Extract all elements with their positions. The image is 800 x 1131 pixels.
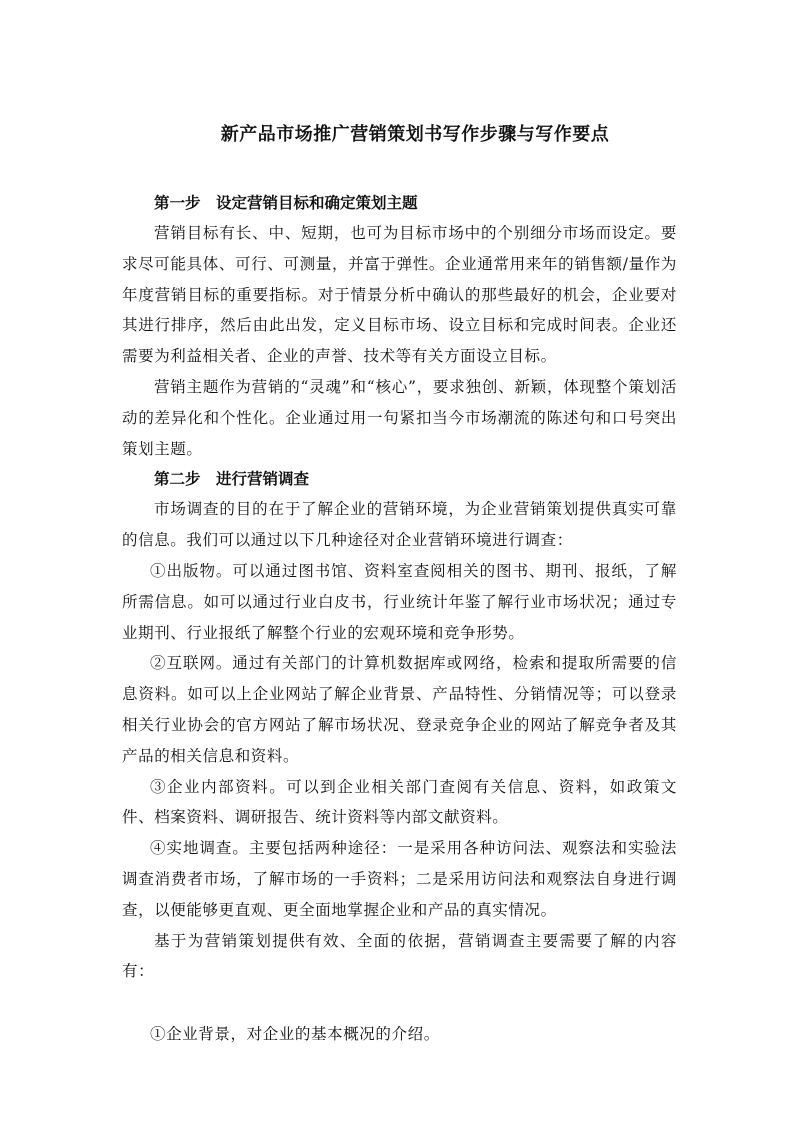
paragraph-list-item: ②互联网。通过有关部门的计算机数据库或网络，检索和提取所需要的信息资料。如可以上企业网站了解企业背景、产品特性、分销情况等；可以登录相关行业协会的官方网站了解市场状况、登录竞争企业的网站了解竞争者及其产品的相关信息和资料。 <box>122 654 677 765</box>
step-label: 第一步 <box>154 194 201 212</box>
section-heading-step-1 <box>122 188 677 218</box>
paragraph: 市场调查的目的在于了解企业的营销环境，为企业营销策划提供真实可靠的信息。我们可以通过以下几种途径对企业营销环境进行调查： <box>122 500 677 550</box>
section-heading-step-2 <box>122 464 677 494</box>
paragraph: 营销主题作为营销的“灵魂”和“核心”，要求独创、新颖，体现整个策划活动的差异化和个性化。企业通过用一句紧扣当今市场潮流的陈述句和口号突出策划主题。 <box>122 377 677 458</box>
spacer <box>122 987 677 1019</box>
paragraph-list-item: ①出版物。可以通过图书馆、资料室查阅相关的图书、期刊、报纸，了解所需信息。如可以通过行业白皮书，行业统计年鉴了解行业市场状况；通过专业期刊、行业报纸了解整个行业的宏观环境和竞争形势。 <box>122 561 677 642</box>
step-label: 第二步 <box>154 470 201 489</box>
document-body <box>122 188 677 1050</box>
heading-text: 设定营销目标和确定策划主题 <box>216 194 418 212</box>
paragraph-list-item: ④实地调查。主要包括两种途径：一是采用各种访问法、观察法和实验法调查消费者市场，了解市场的一手资料；二是采用访问法和观察法自身进行调查，以便能够更直观、更全面地掌握企业和产品的真实情况。 <box>122 839 677 919</box>
paragraph: 营销目标有长、中、短期，也可为目标市场中的个别细分市场而设定。要求尽可能具体、可行、可测量，并富于弹性。企业通常用来年的销售额/量作为年度营销目标的重要指标。对于情景分析中确认的那些最好的机会，企业要对其进行排序，然后由此出发，定义目标市场、设立目标和完成时间表。企业还需要为利益相关者、企业的声誉、技术等有关方面设立目标。 <box>122 224 677 366</box>
document-title: 新产品市场推广营销策划书写作步骤与写作要点 <box>220 124 610 145</box>
paragraph-list-item: ①企业背景，对企业的基本概况的介绍。 <box>150 1025 440 1044</box>
paragraph: 基于为营销策划提供有效、全面的依据，营销调查主要需要了解的内容有： <box>122 931 677 981</box>
heading-text: 进行营销调查 <box>216 470 310 489</box>
paragraph-list-item: ③企业内部资料。可以到企业相关部门查阅有关信息、资料，如政策文件、档案资料、调研报告、统计资料等内部文献资料。 <box>122 777 677 827</box>
